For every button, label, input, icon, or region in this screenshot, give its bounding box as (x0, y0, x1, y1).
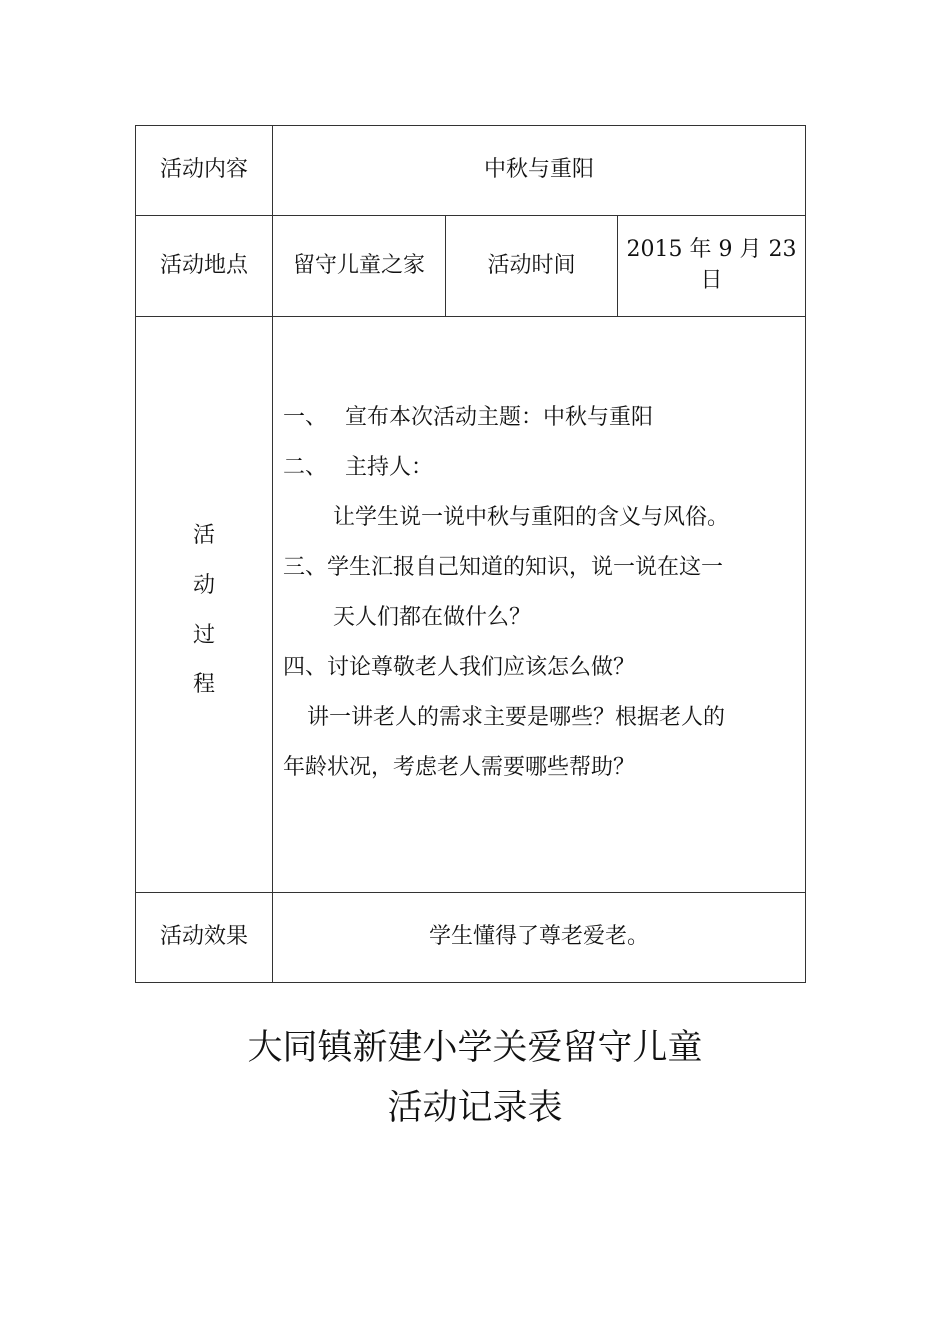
process-label-char: 活 (192, 522, 215, 548)
activity-time-line2: 日 (700, 268, 723, 293)
row-activity-process (136, 317, 806, 893)
activity-content-label: 活动内容 (136, 126, 273, 216)
activity-location-value: 留守儿童之家 (273, 216, 446, 317)
process-line: 一、 宣布本次活动主题：中秋与重阳 (283, 405, 654, 430)
process-line: 天人们都在做什么？ (333, 605, 532, 630)
process-label-char: 过 (192, 622, 215, 648)
document-title-line1: 大同镇新建小学关爱留守儿童 (247, 1028, 703, 1068)
activity-location-label: 活动地点 (136, 216, 273, 317)
activity-record-table (135, 125, 806, 983)
process-line: 年龄状况，考虑老人需要哪些帮助？ (283, 755, 636, 780)
process-line: 让学生说一说中秋与重阳的含义与风俗。 (333, 505, 730, 530)
activity-time-value (618, 216, 806, 317)
activity-process-body (273, 317, 806, 893)
document-title (0, 1018, 950, 1138)
row-activity-content (136, 126, 806, 216)
activity-effect-value: 学生懂得了尊老爱老。 (273, 893, 806, 983)
row-activity-location-time (136, 216, 806, 317)
row-activity-effect (136, 893, 806, 983)
process-line: 三、学生汇报自己知道的知识，说一说在这一 (283, 555, 724, 580)
activity-effect-label: 活动效果 (136, 893, 273, 983)
activity-content-value: 中秋与重阳 (273, 126, 806, 216)
process-line: 四、讨论尊敬老人我们应该怎么做？ (283, 655, 636, 680)
activity-process-label (136, 317, 273, 893)
process-line: 二、 主持人： (283, 455, 434, 480)
process-label-char: 程 (192, 672, 215, 698)
activity-time-label: 活动时间 (446, 216, 618, 317)
document-title-line2: 活动记录表 (387, 1088, 563, 1128)
activity-time-line1: 2015 年 9 月 23 (626, 237, 797, 263)
process-label-char: 动 (192, 572, 215, 598)
process-line: 讲一讲老人的需求主要是哪些？根据老人的 (307, 705, 726, 730)
